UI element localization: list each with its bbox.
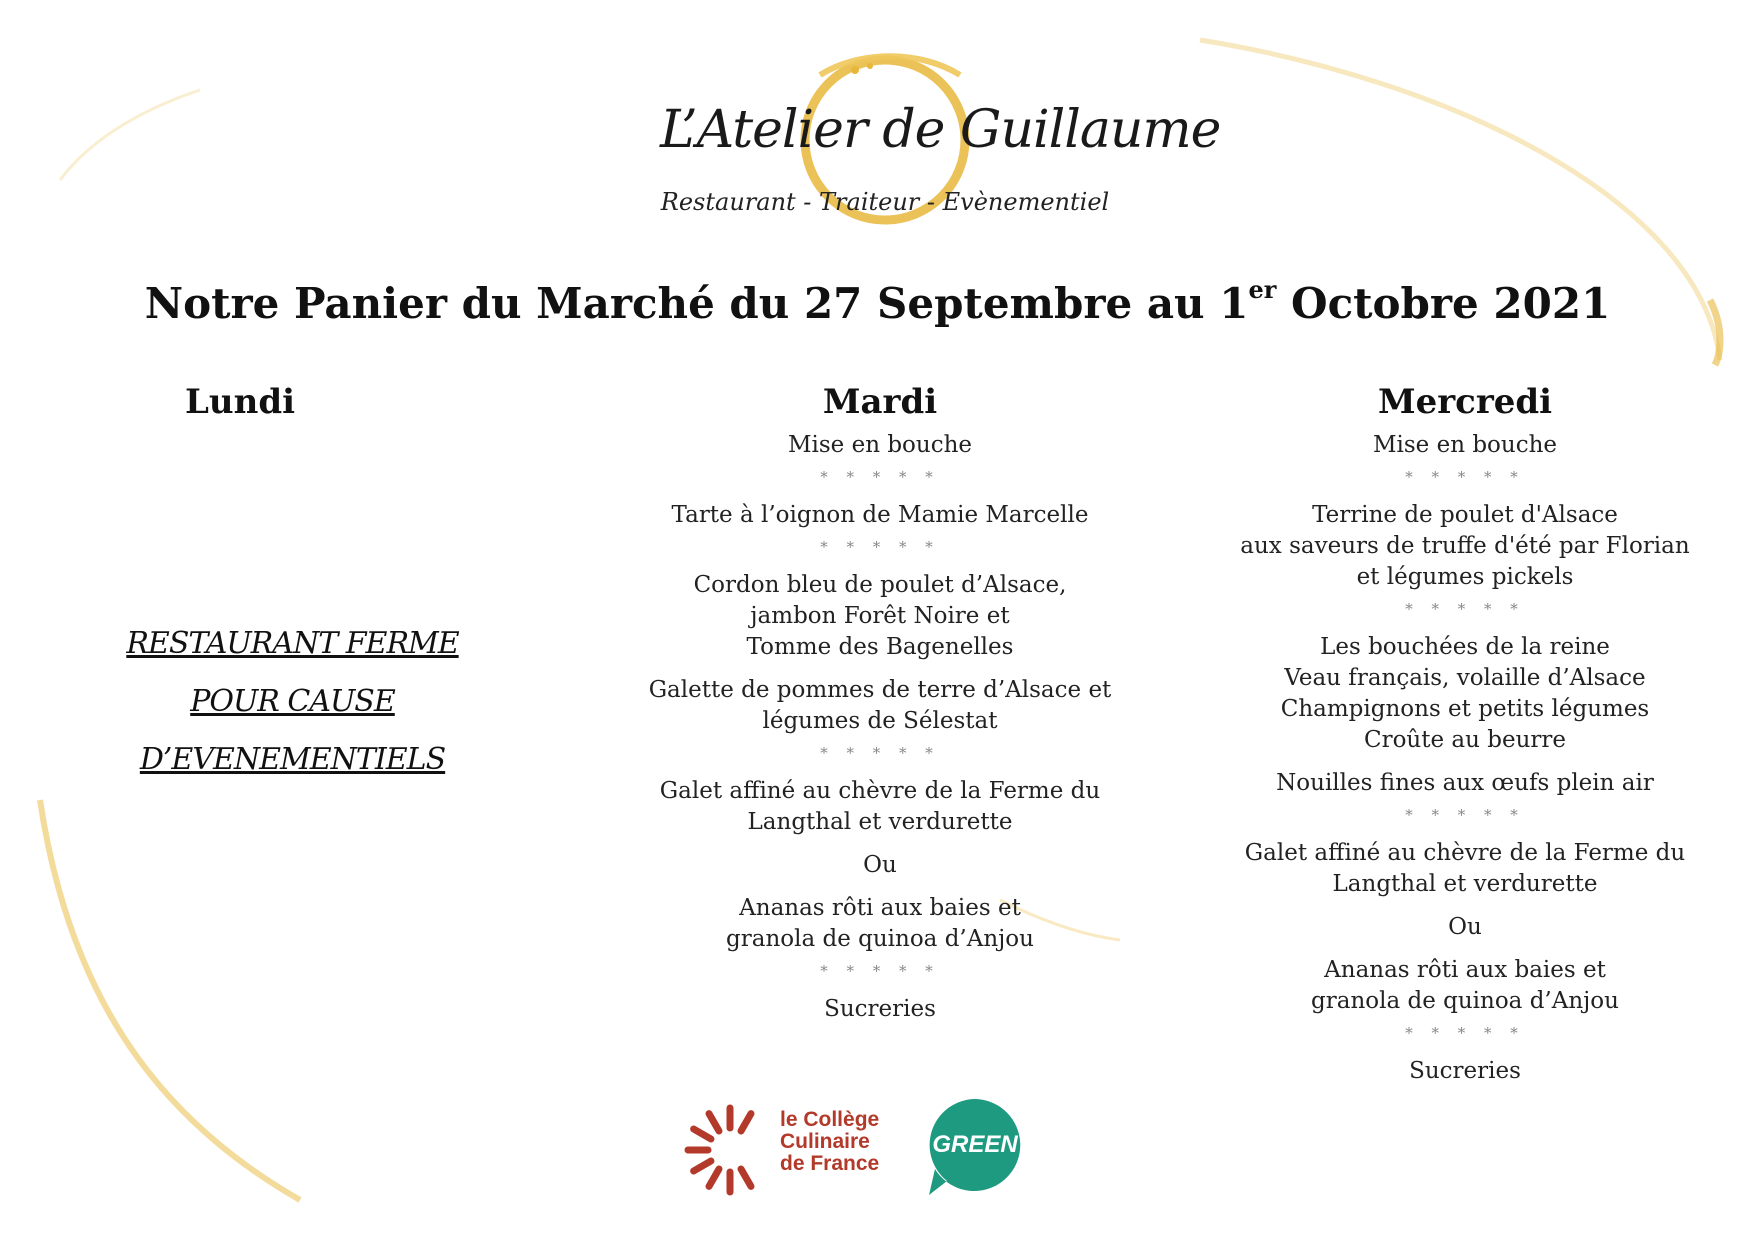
college-culinaire-logo bbox=[680, 1095, 880, 1205]
college-culinaire-text bbox=[780, 1109, 879, 1175]
college-culinaire-icon bbox=[680, 1095, 780, 1205]
closed-line: D’EVENEMENTIELS bbox=[139, 742, 446, 777]
separator: * * * * * bbox=[820, 538, 940, 556]
plat-line: Les bouchées de la reine bbox=[1320, 634, 1610, 660]
entree-line: Terrine de poulet d'Alsace bbox=[1312, 502, 1618, 528]
partner-badges bbox=[680, 1095, 1040, 1205]
separator: * * * * * bbox=[820, 744, 940, 762]
day-heading-mardi: Mardi bbox=[822, 382, 938, 422]
entree-line: et légumes pickels bbox=[1356, 564, 1574, 590]
mise-en-bouche: Mise en bouche bbox=[1372, 432, 1558, 458]
entree-line: aux saveurs de truffe d'été par Florian bbox=[1240, 533, 1690, 559]
sucreries: Sucreries bbox=[824, 996, 936, 1022]
dessert-line: Ananas rôti aux baies et bbox=[739, 895, 1021, 921]
plat-line: Cordon bleu de poulet d’Alsace, bbox=[693, 572, 1067, 598]
column-lundi bbox=[120, 378, 460, 430]
dessert-line: granola de quinoa d’Anjou bbox=[1311, 988, 1619, 1014]
separator: * * * * * bbox=[820, 468, 940, 486]
plat-line: jambon Forêt Noire et bbox=[750, 603, 1010, 629]
closed-line: POUR CAUSE bbox=[190, 684, 395, 719]
title-main: Notre Panier du Marché du 27 Septembre au 1 bbox=[144, 279, 1249, 328]
ccf-line: Culinaire bbox=[780, 1130, 870, 1153]
dessert-line: Ananas rôti aux baies et bbox=[1324, 957, 1606, 983]
closed-notice bbox=[120, 615, 465, 789]
or-label: Ou bbox=[1448, 914, 1482, 940]
fromage-line: Langthal et verdurette bbox=[1332, 871, 1598, 897]
entree: Tarte à l’oignon de Mamie Marcelle bbox=[671, 502, 1089, 528]
plat-line: Croûte au beurre bbox=[1363, 727, 1566, 753]
garniture-line: légumes de Sélestat bbox=[762, 708, 998, 734]
separator: * * * * * bbox=[1405, 1024, 1525, 1042]
fromage-line: Galet affiné au chèvre de la Ferme du bbox=[659, 778, 1101, 804]
logo-subtitle: Restaurant - Traiteur - Evènementiel bbox=[660, 188, 1110, 216]
title-end: Octobre 2021 bbox=[1276, 279, 1611, 328]
column-mercredi bbox=[1215, 378, 1715, 1087]
green-food-label: GREEN bbox=[932, 1131, 1018, 1158]
ccf-line: le Collège bbox=[780, 1108, 880, 1131]
logo-title: L’Atelier de Guillaume bbox=[660, 100, 1221, 160]
closed-line: RESTAURANT FERME bbox=[126, 626, 459, 661]
separator: * * * * * bbox=[1405, 600, 1525, 618]
garniture: Nouilles fines aux œufs plein air bbox=[1276, 770, 1654, 796]
green-food-logo bbox=[925, 1095, 1035, 1205]
sucreries: Sucreries bbox=[1409, 1058, 1521, 1084]
plat-line: Veau français, volaille d’Alsace bbox=[1284, 665, 1646, 691]
separator: * * * * * bbox=[1405, 806, 1525, 824]
day-heading-mercredi: Mercredi bbox=[1377, 382, 1553, 422]
mise-en-bouche: Mise en bouche bbox=[787, 432, 973, 458]
garniture-line: Galette de pommes de terre d’Alsace et bbox=[648, 677, 1112, 703]
restaurant-logo bbox=[660, 30, 1221, 240]
column-mardi bbox=[625, 378, 1135, 1025]
or-label: Ou bbox=[863, 852, 897, 878]
title-sup: er bbox=[1248, 275, 1277, 304]
ccf-line: de France bbox=[780, 1152, 880, 1175]
day-heading-lundi: Lundi bbox=[184, 382, 296, 422]
dessert-line: granola de quinoa d’Anjou bbox=[726, 926, 1034, 952]
fromage-line: Galet affiné au chèvre de la Ferme du bbox=[1244, 840, 1686, 866]
plat-line: Champignons et petits légumes bbox=[1280, 696, 1650, 722]
separator: * * * * * bbox=[820, 962, 940, 980]
fromage-line: Langthal et verdurette bbox=[747, 809, 1013, 835]
page-title bbox=[0, 275, 1755, 328]
plat-line: Tomme des Bagenelles bbox=[746, 634, 1014, 660]
separator: * * * * * bbox=[1405, 468, 1525, 486]
